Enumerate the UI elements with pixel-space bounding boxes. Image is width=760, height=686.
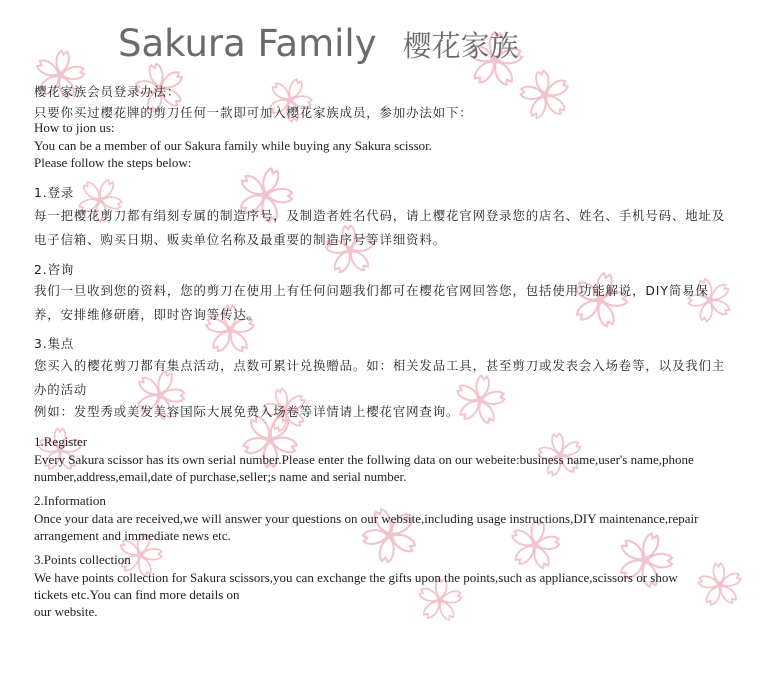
intro-zh-heading: 樱花家族会员登录办法： bbox=[34, 84, 181, 99]
zh-step-1-heading: 1.登录 bbox=[34, 185, 75, 200]
en-step-1-text: Every Sakura scissor has its own serial number.Please enter the follwing data on our webeite:business name,user's name,phone number,address,email,date of purchase,seller;s name and serial number. bbox=[34, 452, 694, 484]
title-chinese: 樱花家族 bbox=[402, 29, 519, 63]
zh-step-2-heading: 2.咨询 bbox=[34, 262, 75, 277]
intro-en-line-2: Please follow the steps below: bbox=[34, 155, 192, 170]
en-step-1-heading: 1.Register bbox=[34, 434, 88, 449]
intro-zh-line: 只要你买过樱花牌的剪刀任何一款即可加入樱花家族成员，参加办法如下： bbox=[34, 105, 473, 120]
en-step-3-heading: 3.Points collection bbox=[34, 552, 131, 567]
en-step-3-text: We have points collection for Sakura scissors,you can exchange the gifts upon the points,such as appliance,scissors or show tickets etc.You can find more details on bbox=[34, 570, 678, 602]
title-english: Sakura Family bbox=[118, 22, 377, 65]
zh-step-3-heading: 3.集点 bbox=[34, 336, 75, 351]
zh-step-3-example: 例如：发型秀或美发美容国际大展免费入场卷等详情请上樱花官网查询。 bbox=[34, 404, 460, 419]
intro-en-heading: How to jion us: bbox=[34, 120, 115, 135]
en-step-3-text-end: our website. bbox=[34, 604, 98, 619]
zh-step-2-text: 我们一旦收到您的资料，您的剪刀在使用上有任何问题我们都可在樱花官网回答您，包括使用功能解说，DIY简易保养，安排维修研磨，即时咨询等传达。 bbox=[34, 283, 709, 322]
zh-step-1-text: 每一把樱花剪刀都有绢刻专属的制造序号，及制造者姓名代码，请上樱花官网登录您的店名、姓名、手机号码、地址及电子信箱、购买日期、贩卖单位名称及最重要的制造序号等详细资料。 bbox=[34, 208, 726, 247]
page-title bbox=[118, 22, 519, 65]
en-step-2-text: Once your data are received,we will answer your questions on our website,including usage instructions,DIY maintenance,repair arrangement and immediate news etc. bbox=[34, 511, 699, 543]
en-step-2-heading: 2.Information bbox=[34, 493, 106, 508]
intro-en-line-1: You can be a member of our Sakura family while buying any Sakura scissor. bbox=[34, 138, 432, 153]
zh-step-3-text: 您买入的樱花剪刀都有集点活动，点数可累计兑换赠品。如：相关发品工具，甚至剪刀或发表会入场卷等，以及我们主办的活动 bbox=[34, 358, 726, 397]
